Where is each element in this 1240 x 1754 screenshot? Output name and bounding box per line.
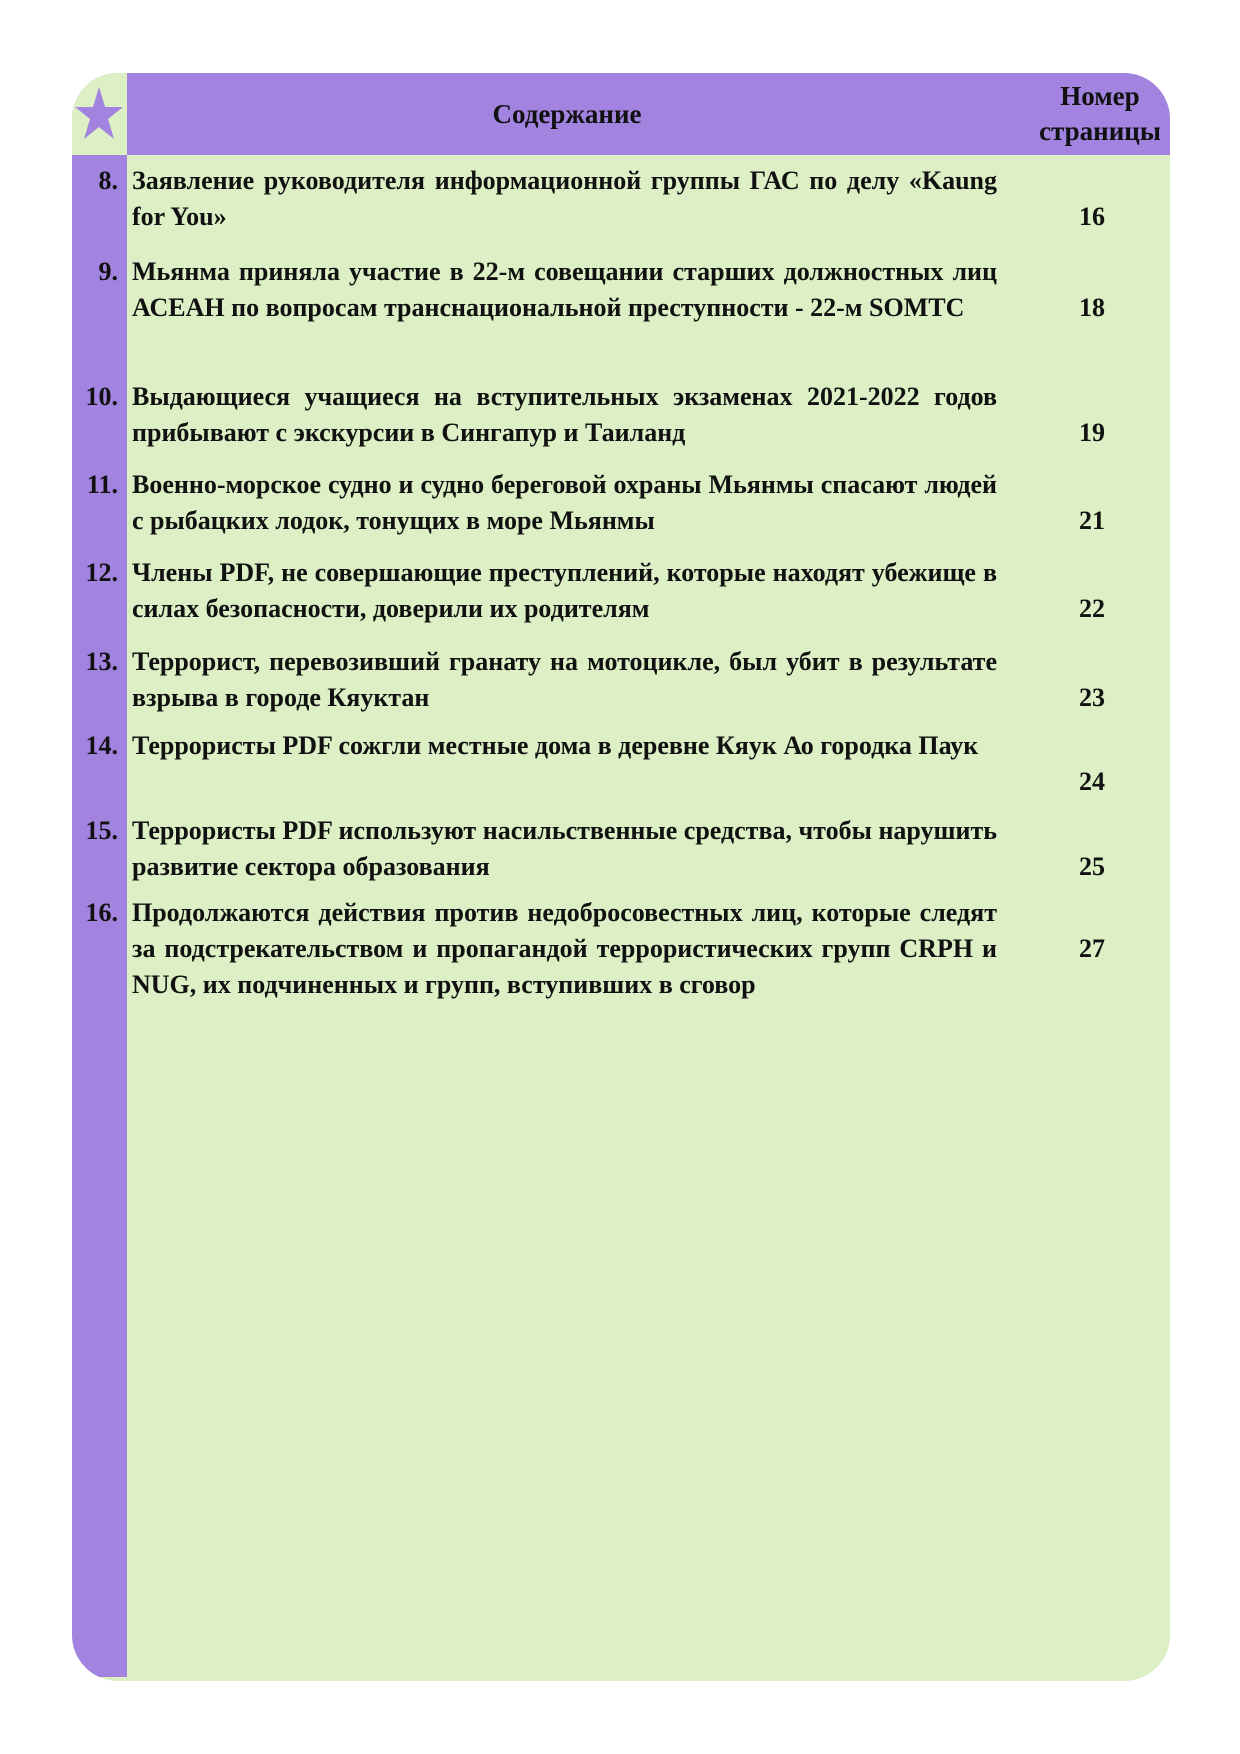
side-accent-bar: [72, 73, 127, 1677]
entry-page-number: 16: [1079, 202, 1105, 231]
star-corner: [72, 73, 127, 155]
entry-number: 14.: [85, 731, 118, 760]
page-number-heading: [1030, 73, 1170, 155]
entry-title: Выдающиеся учащиеся на вступительных экзаменах 2021-2022 годов прибывают с экскурсии в Сингапур и Таиланд: [132, 382, 997, 447]
entry-title: Мьянма приняла участие в 22-м совещании старших должностных лиц АСЕАН по вопросам транснациональной преступности - 22-м SOMTC: [132, 257, 997, 322]
entry-title: Террористы PDF используют насильственные средства, чтобы нарушить развитие сектора образования: [132, 816, 997, 881]
entry-title: Члены PDF, не совершающие преступлений, которые находят убежище в силах безопасности, доверили их родителям: [132, 558, 997, 623]
entry-title: Террористы PDF сожгли местные дома в деревне Кяук Ао городка Паук: [132, 731, 979, 760]
entry-page-number: 21: [1079, 506, 1105, 535]
star-icon: [74, 83, 124, 143]
entry-number: 8.: [98, 166, 118, 195]
entry-number: 9.: [98, 257, 118, 286]
entry-number: 16.: [85, 898, 118, 927]
entry-number: 11.: [86, 470, 118, 499]
entry-number: 10.: [85, 382, 118, 411]
entry-page-number: 24: [1079, 767, 1105, 796]
entry-title: Террорист, перевозивший гранату на мотоцикле, был убит в результате взрыва в городе Кяуктан: [132, 647, 997, 712]
entry-page-number: 22: [1079, 594, 1105, 623]
entry-number: 13.: [85, 647, 118, 676]
entry-number: 12.: [85, 558, 118, 587]
page-number-heading-line2: страницы: [1039, 116, 1161, 146]
entry-number: 15.: [85, 816, 118, 845]
entry-page-number: 18: [1079, 293, 1105, 322]
contents-panel: [72, 73, 1170, 1681]
entry-title: Заявление руководителя информационной группы ГАС по делу «Kaung for You»: [132, 166, 997, 231]
entry-page-number: 19: [1079, 418, 1105, 447]
entry-title: Военно-морское судно и судно береговой охраны Мьянмы спасают людей с рыбацких лодок, тонущих в море Мьянмы: [132, 470, 997, 535]
entry-page-number: 23: [1079, 683, 1105, 712]
entry-title: Продолжаются действия против недобросовестных лиц, которые следят за подстрекательством и пропагандой террористических групп CRPH и NUG, их подчиненных и групп, вступивших в сговор: [132, 898, 997, 999]
entry-page-number: 25: [1079, 852, 1105, 881]
entry-page-number: 27: [1079, 934, 1105, 963]
page-number-heading-line1: Номер: [1060, 81, 1140, 111]
contents-heading: Содержание: [492, 98, 642, 129]
